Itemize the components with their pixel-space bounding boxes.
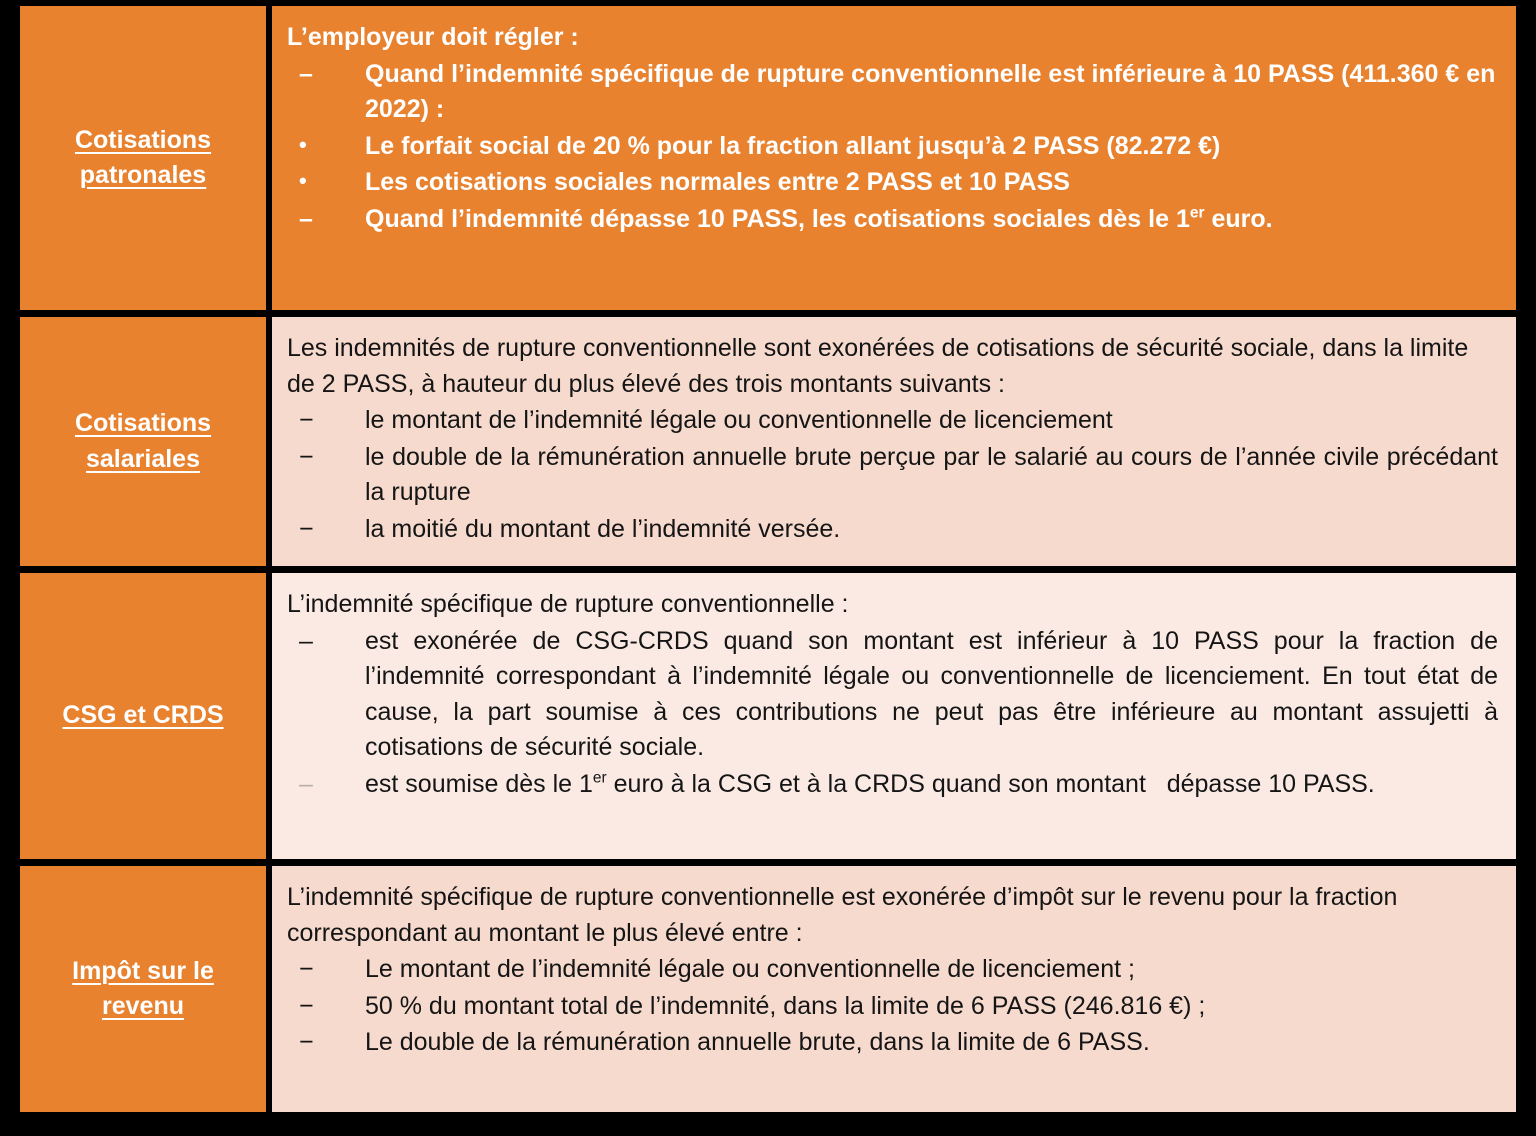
row-label-cotisations-patronales	[20, 6, 266, 310]
row-label-text	[72, 954, 214, 1025]
list-item	[287, 57, 1498, 128]
content-intro: Les indemnités de rupture conventionnelle sont exonérées de cotisations de sécurité sociale, dans la limite de 2 PASS, à hauteur du plus élevé des trois montants suivants :	[287, 334, 1469, 398]
list-marker-dash: −	[299, 442, 314, 471]
indemnity-regime-table	[20, 6, 1516, 1112]
row-content-cotisations-patronales	[272, 6, 1516, 310]
list-marker-dash: −	[299, 514, 314, 543]
table-row	[20, 6, 1516, 310]
list-item	[287, 202, 1498, 238]
table-row	[20, 573, 1516, 859]
list-item	[287, 512, 1498, 548]
row-label-line1: CSG et CRDS	[62, 701, 224, 730]
list-item	[287, 767, 1498, 803]
content-list	[287, 952, 1498, 1061]
list-item	[287, 403, 1498, 439]
list-item-text: Le forfait social de 20 % pour la fraction allant jusqu’à 2 PASS (82.272 €)	[365, 131, 1221, 160]
list-item	[287, 1025, 1498, 1061]
row-label-line1: Impôt sur le	[72, 956, 214, 985]
content-list	[287, 403, 1498, 547]
list-item-text: Quand l’indemnité dépasse 10 PASS, les cotisations sociales dès le 1er euro.	[365, 204, 1273, 233]
list-item-text: Quand l’indemnité spécifique de rupture conventionnelle est inférieure à 10 PASS (411.360 € en 2022) :	[365, 59, 1496, 123]
list-item	[287, 440, 1498, 511]
row-label-line2: revenu	[102, 992, 184, 1020]
row-content-csg-crds	[272, 573, 1516, 859]
list-marker-bullet: •	[299, 131, 307, 157]
list-marker-dash: −	[299, 991, 314, 1020]
list-item-text: le montant de l’indemnité légale ou conventionnelle de licenciement	[365, 406, 1113, 434]
list-item-text: le double de la rémunération annuelle brute perçue par le salarié au cours de l’année civile précédant la rupture	[365, 442, 1498, 506]
list-marker-dash: −	[299, 955, 314, 983]
list-item-text: la moitié du montant de l’indemnité versée.	[365, 514, 841, 543]
row-label-line1: Cotisations	[74, 409, 212, 437]
row-label-text	[75, 123, 211, 194]
list-item	[287, 989, 1498, 1025]
list-item-text: est soumise dès le 1er euro à la CSG et à la CRDS quand son montant dépasse 10 PASS.	[365, 769, 1375, 798]
table-row	[20, 866, 1516, 1112]
row-label-text	[75, 406, 211, 477]
list-item	[287, 624, 1498, 766]
list-item-text: 50 % du montant total de l’indemnité, dans la limite de 6 PASS (246.816 €) ;	[365, 991, 1206, 1020]
row-label-line1: Cotisations	[74, 125, 212, 154]
list-item-text: Le double de la rémunération annuelle brute, dans la limite de 6 PASS.	[365, 1028, 1150, 1056]
table-row	[20, 317, 1516, 566]
row-label-cotisations-salariales	[20, 317, 266, 566]
list-item-text: Les cotisations sociales normales entre 2 PASS et 10 PASS	[365, 168, 1070, 196]
list-marker-bullet: •	[299, 168, 307, 193]
list-marker-dash: –	[299, 59, 313, 88]
content-list	[287, 624, 1498, 803]
content-intro: L’indemnité spécifique de rupture conventionnelle :	[287, 590, 849, 618]
list-item	[287, 165, 1498, 201]
list-marker-dash: –	[299, 626, 313, 655]
row-label-impot-sur-le-revenu	[20, 866, 266, 1112]
list-marker-dash: –	[299, 769, 313, 798]
list-item-text: est exonérée de CSG-CRDS quand son montant est inférieur à 10 PASS pour la fraction de l’indemnité correspondant à l’indemnité légale ou conventionnelle de licenciement. En tout état de cause, la part soumise à ces contributions ne peut pas être inférieure au montant assujetti à cotisations de sécurité sociale.	[365, 626, 1498, 761]
list-marker-dash: −	[299, 406, 314, 434]
list-marker-dash: –	[299, 204, 313, 233]
row-label-csg-crds	[20, 573, 266, 859]
content-list	[287, 57, 1498, 238]
list-item	[287, 129, 1498, 165]
list-item-text: Le montant de l’indemnité légale ou conventionnelle de licenciement ;	[365, 955, 1135, 983]
row-content-impot-sur-le-revenu	[272, 866, 1516, 1112]
row-label-line2: patronales	[79, 161, 207, 189]
row-content-cotisations-salariales	[272, 317, 1516, 566]
list-marker-dash: −	[299, 1028, 314, 1056]
content-intro: L’indemnité spécifique de rupture conventionnelle est exonérée d’impôt sur le revenu pour la fraction correspondant au montant le plus élevé entre :	[287, 883, 1398, 947]
row-label-line2: salariales	[86, 444, 200, 473]
content-intro: L’employeur doit régler :	[287, 23, 579, 51]
row-label-text	[62, 698, 223, 734]
list-item	[287, 952, 1498, 988]
